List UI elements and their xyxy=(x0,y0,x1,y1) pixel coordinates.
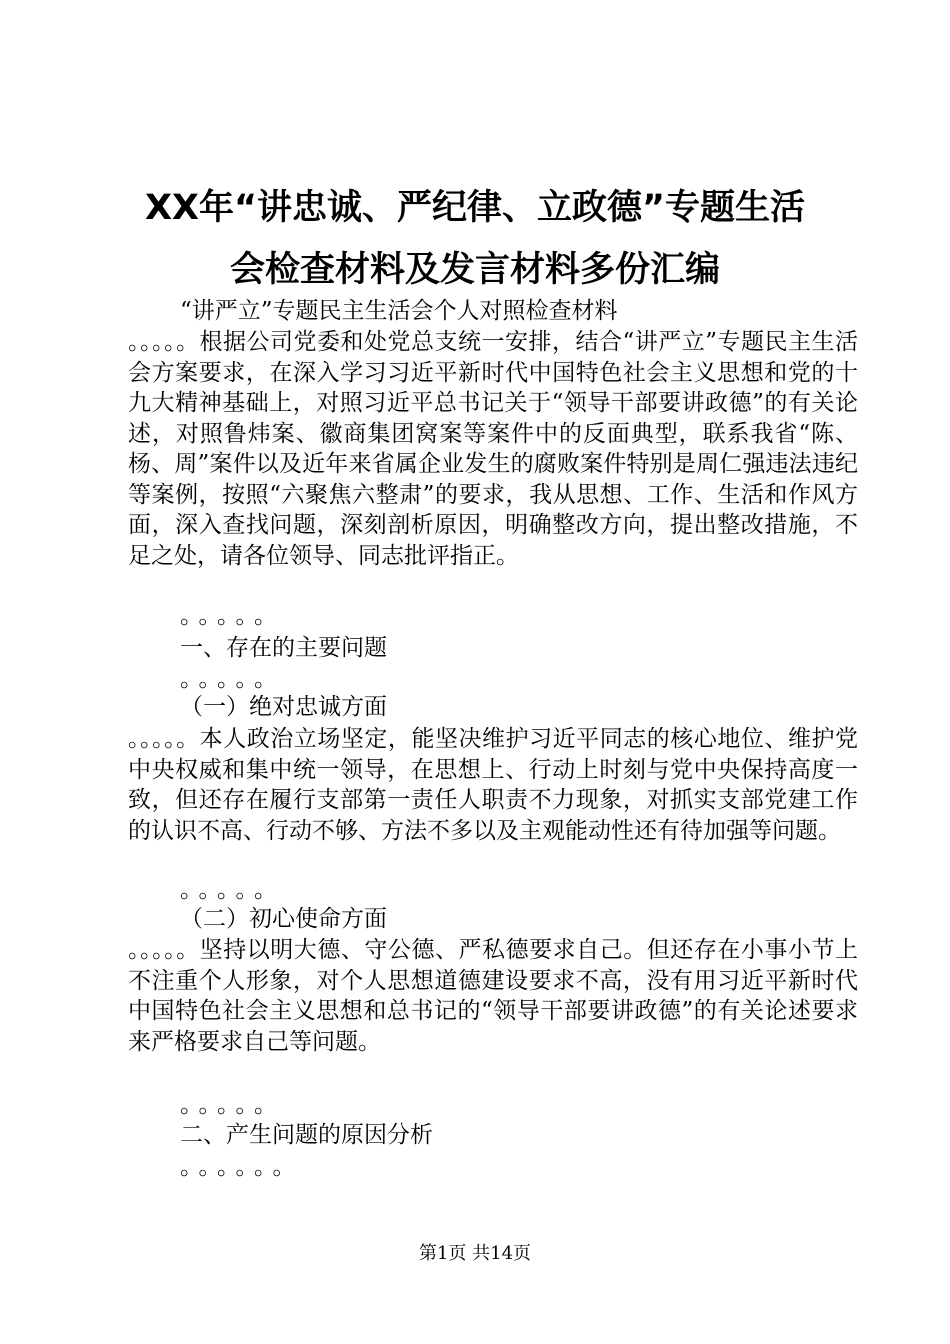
heading-cause-analysis: 二、产生问题的原因分析 xyxy=(180,1122,433,1148)
dots-separator-4: 。。。。。 xyxy=(180,1092,284,1118)
heading-mission: （二）初心使命方面 xyxy=(180,906,387,932)
document-title-line-1: XX年“讲忠诚、严纪律、立政德”专题生活 xyxy=(145,188,805,228)
document-subtitle: “讲严立”专题民主生活会个人对照检查材料 xyxy=(180,298,618,324)
heading-main-problems: 一、存在的主要问题 xyxy=(180,635,387,661)
paragraph-intro: 。。。。。根据公司党委和处党总支统一安排，结合“讲严立”专题民主生活会方案要求，在深入学习习近平新时代中国特色社会主义思想和党的十九大精神基础上，对照习近平总书记关于“领导干部要讲政德”的有关论述，对照鲁炜案、徽商集团窝案等案件中的反面典型，联系我省“陈、杨、周”案件以及近年来省属企业发生的腐败案件特别是周仁强违法违纪等案例，按照“六聚焦六整肃”的要求，我从思想、工作、生活和作风方面，深入查找问题，深刻剖析原因，明确整改方向，提出整改措施，不足之处，请各位领导、同志批评指正。 xyxy=(128,329,858,569)
paragraph-mission: 。。。。。坚持以明大德、守公德、严私德要求自己。但还存在小事小节上不注重个人形象，对个人思想道德建设要求不高，没有用习近平新时代中国特色社会主义思想和总书记的“领导干部要讲政德”的有关论述要求来严格要求自己等问题。 xyxy=(128,937,858,1055)
document-title-line-2: 会检查材料及发言材料多份汇编 xyxy=(229,250,720,290)
dots-separator-1: 。。。。。 xyxy=(180,603,284,629)
page-footer: 第1页 共14页 xyxy=(418,1243,532,1264)
paragraph-loyalty: 。。。。。本人政治立场坚定，能坚决维护习近平同志的核心地位、维护党中央权威和集中统一领导，在思想上、行动上时刻与党中央保持高度一致，但还存在履行支部第一责任人职责不力现象，对抓实支部党建工作的认识不高、行动不够、方法不多以及主观能动性还有待加强等问题。 xyxy=(128,726,858,844)
dots-separator-2: 。。。。。 xyxy=(180,666,284,692)
dots-separator-3: 。。。。。 xyxy=(180,877,284,903)
dots-separator-5: 。。。。。。 xyxy=(180,1154,303,1180)
heading-loyalty: （一）绝对忠诚方面 xyxy=(180,694,387,720)
